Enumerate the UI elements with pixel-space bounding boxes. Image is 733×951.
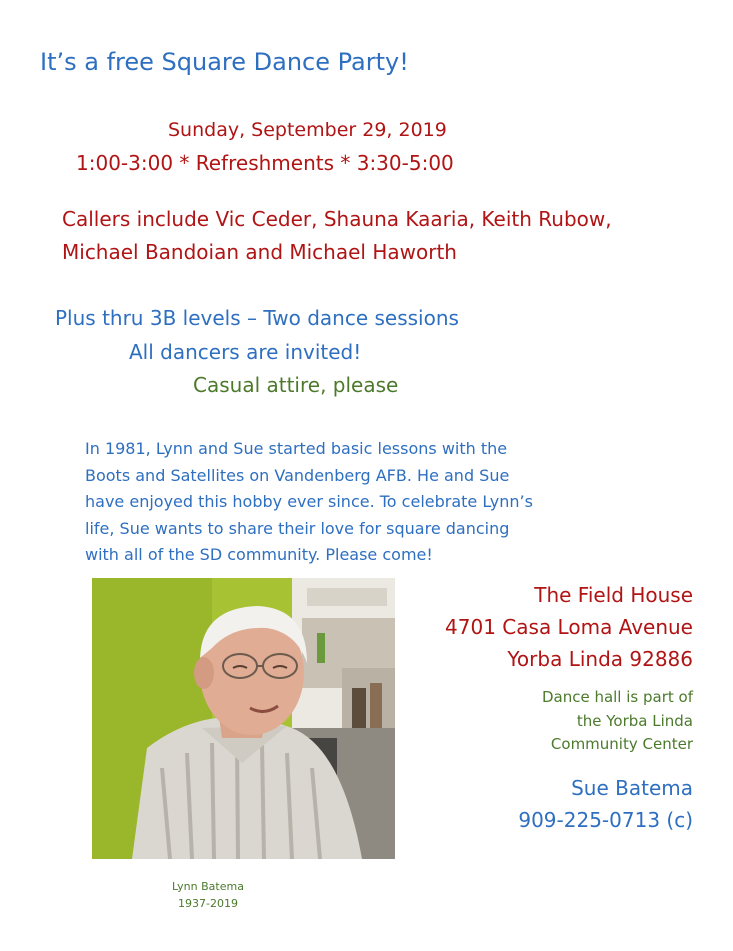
hall-note <box>542 686 693 757</box>
contact-name: Sue Batema <box>571 776 693 800</box>
page-title: It’s a free Square Dance Party! <box>40 48 409 76</box>
invited-text: All dancers are invited! <box>129 340 362 364</box>
callers-line-2: Michael Bandoian and Michael Haworth <box>62 240 457 264</box>
photo-caption <box>160 878 256 912</box>
story-line-5: with all of the SD community. Please come! <box>85 545 433 564</box>
contact-phone: 909-225-0713 (c) <box>518 808 693 832</box>
hall-note-line-1: Dance hall is part of <box>541 688 693 706</box>
attire-text: Casual attire, please <box>193 373 399 397</box>
hall-note-line-2: the Yorba Linda <box>576 711 693 730</box>
portrait-photo <box>92 578 395 859</box>
story-line-1: In 1981, Lynn and Sue started basic lessons with the <box>85 439 508 458</box>
story-line-2: Boots and Satellites on Vandenberg AFB. He and Sue <box>85 465 510 485</box>
caption-name: Lynn Batema <box>172 880 244 893</box>
story-line-4: life, Sue wants to share their love for square dancing <box>85 518 510 538</box>
venue-city: Yorba Linda 92886 <box>507 647 693 671</box>
story-line-3: have enjoyed this hobby ever since. To celebrate Lynn’s <box>85 492 533 511</box>
contact-info <box>518 772 693 836</box>
hall-note-line-3: Community Center <box>550 735 693 753</box>
story-paragraph <box>85 436 615 569</box>
event-times: 1:00-3:00 * Refreshments * 3:30-5:00 <box>76 151 454 175</box>
venue-address <box>445 579 693 675</box>
caption-years: 1937-2019 <box>178 897 238 910</box>
levels-text: Plus thru 3B levels – Two dance sessions <box>55 306 459 330</box>
event-date: Sunday, September 29, 2019 <box>168 119 447 141</box>
venue-name: The Field House <box>534 583 693 607</box>
callers-block <box>62 203 612 269</box>
callers-line-1: Callers include Vic Ceder, Shauna Kaaria, Keith Rubow, <box>62 207 612 231</box>
venue-street: 4701 Casa Loma Avenue <box>445 615 693 639</box>
